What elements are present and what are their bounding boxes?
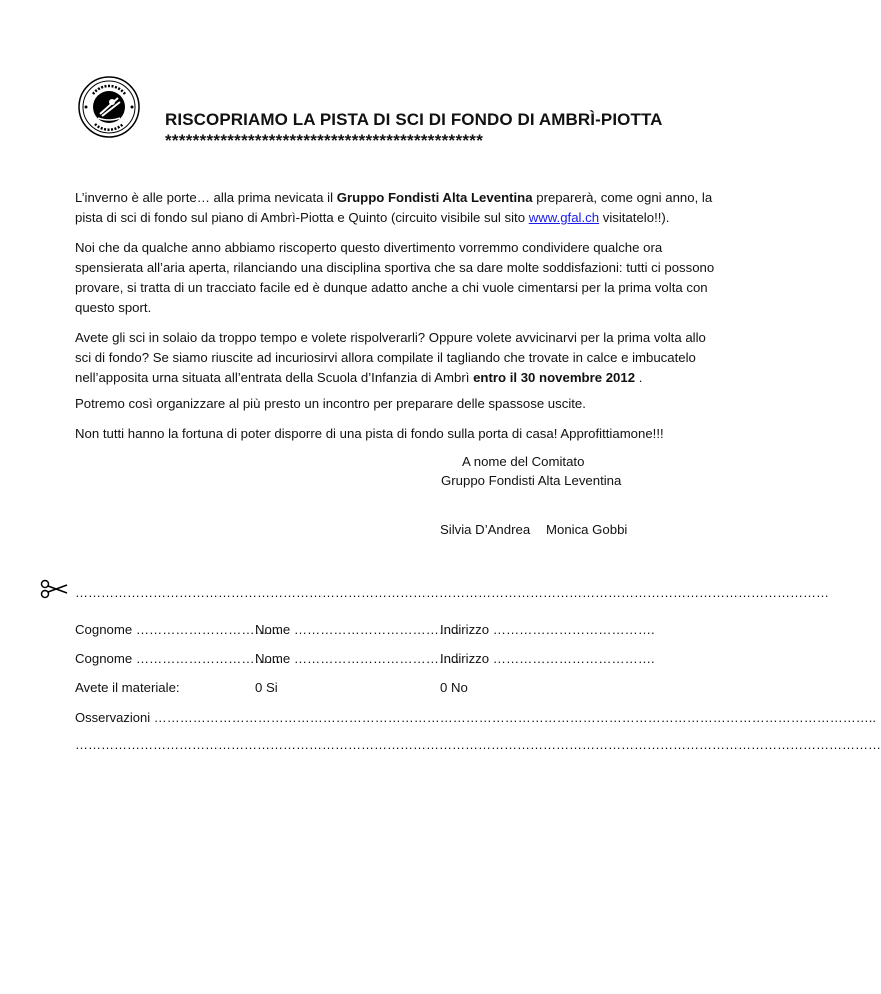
paragraph-instructions [75, 328, 715, 388]
indirizzo-field-2[interactable]: Indirizzo ………………………………. [440, 651, 655, 666]
paragraph-invitation: Noi che da qualche anno abbiamo riscoperto questo divertimento vorremmo condividere qualche ora spensierata all’aria aperta, rilanciando una disciplina sportiva che sa dare molte soddisfazioni: tutti ci possono provare, si tratta di un tracciato facile ed è dunque adatto anche a chi vuole cimentarsi per la prima volta con questo sport. [75, 240, 715, 315]
intro-group-name: Gruppo Fondisti Alta Leventina [336, 190, 533, 205]
signatory-1: Silvia D’Andrea [440, 522, 531, 537]
nome-field-2[interactable]: Nome ……………………………….. [255, 651, 460, 666]
indirizzo-field-1[interactable]: Indirizzo ………………………………. [440, 622, 655, 637]
signature-committee: A nome del Comitato [462, 454, 585, 469]
paragraph-intro [75, 188, 715, 228]
materiale-label: Avete il materiale: [75, 680, 180, 695]
option-no[interactable]: 0 No [440, 680, 468, 695]
osservazioni-extra-line[interactable]: …………………………………………………………………………………………………………………………………………………………………… [75, 737, 881, 752]
intro-text-3: visitatelo!!). [599, 210, 670, 225]
website-link[interactable]: www.gfal.ch [528, 210, 600, 225]
instructions-end: . [635, 370, 643, 385]
paragraph-meeting: Potremo così organizzare al più presto un incontro per preparare delle spassose uscite. [75, 396, 586, 411]
osservazioni-field[interactable]: Osservazioni ………………………………………………………………………………………………………………………………………………….. [75, 710, 876, 725]
cognome-field-1[interactable]: Cognome …………………………… [75, 622, 281, 637]
deadline: entro il 30 novembre 2012 [473, 370, 636, 385]
club-logo [78, 76, 140, 138]
intro-text-2: preparerà, come ogni anno, la pista di sci di fondo sul piano di Ambrì-Piotta e Quinto (circuito visibile sul sito [75, 190, 713, 225]
signature-group: Gruppo Fondisti Alta Leventina [441, 473, 622, 488]
instructions-text: Avete gli sci in solaio da troppo tempo e volete rispolverarli? Oppure volete avvicinarvi per la prima volta allo sci di fondo? Se siamo riuscite ad incuriosirvi allora compilate il tagliando che trovate in calce e imbucatelo nell’apposita urna situata all’entrata della Scuola d’Infanzia di Ambrì [75, 330, 706, 385]
intro-text: L’inverno è alle porte… alla prima nevicata il [75, 190, 337, 205]
option-si[interactable]: 0 Si [255, 680, 278, 695]
title-underline-stars: ********************************************** [165, 131, 484, 150]
signatory-2: Monica Gobbi [546, 522, 628, 537]
cognome-field-2[interactable]: Cognome …………………………… [75, 651, 281, 666]
scissors-icon [40, 580, 68, 598]
page-title: RISCOPRIAMO LA PISTA DI SCI DI FONDO DI AMBRÌ-PIOTTA [165, 110, 663, 129]
cut-line: ………………………………………………………………………………………………………………………………………………………… [75, 585, 829, 600]
nome-field-1[interactable]: Nome ……………………………….. [255, 622, 460, 637]
paragraph-closing: Non tutti hanno la fortuna di poter disporre di una pista di fondo sulla porta di casa! Approfittiamone!!! [75, 426, 664, 441]
